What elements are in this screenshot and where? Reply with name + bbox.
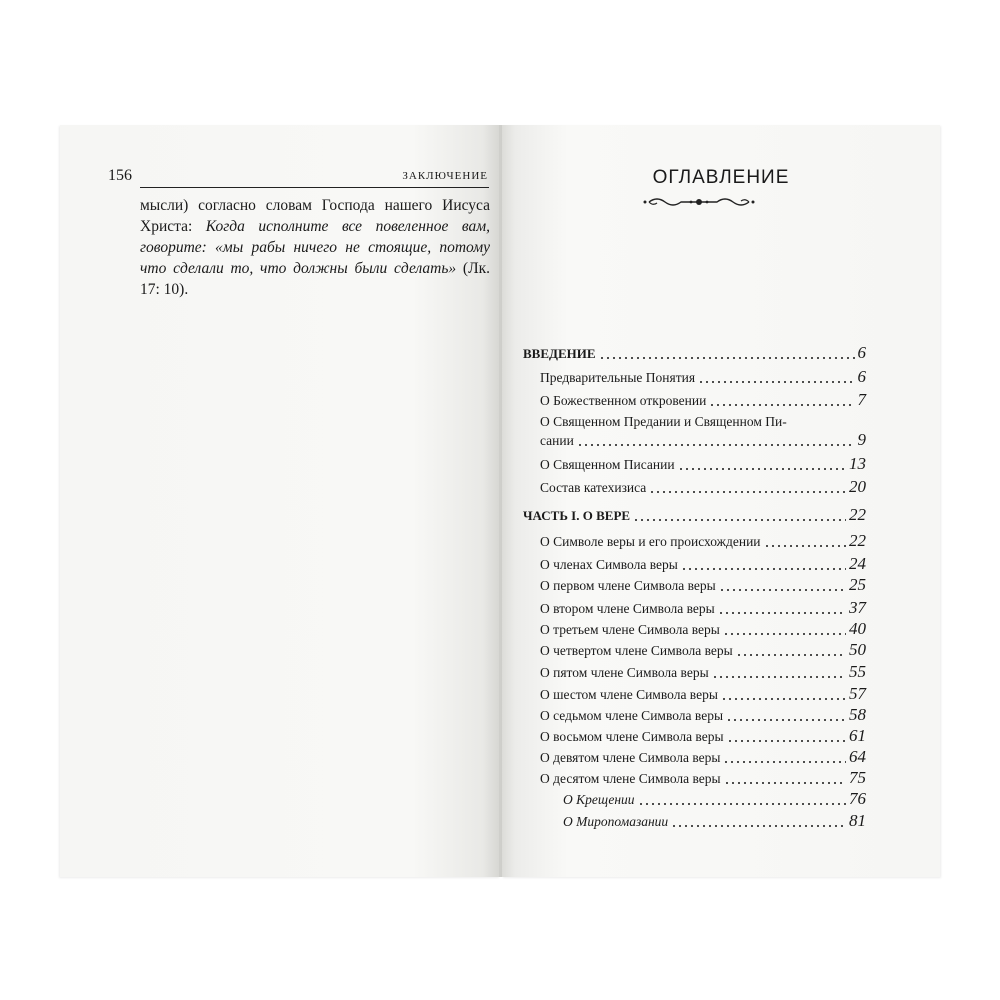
toc-dot-leader [719,575,846,595]
toc-entry[interactable] [523,505,866,525]
toc-entry-label: Состав катехизиса [540,480,647,495]
toc-entry[interactable] [523,811,866,831]
toc-entry[interactable] [523,789,866,809]
toc-entry-page: 9 [857,430,866,449]
toc-entry-page: 24 [849,554,866,573]
toc-entry-label: О девятом члене Символа веры [540,750,721,765]
toc-entry[interactable] [523,747,866,767]
toc-entry-label: ВВЕДЕНИЕ [523,346,596,361]
toc-entry-label: О Священном Писании [540,457,675,472]
toc-entry-label: О Священном Предании и Священном Пи- [540,414,787,429]
body-text-reference: (Лк. 17: 10). [140,260,490,298]
toc-title: ОГЛАВЛЕНИЕ [652,167,790,188]
toc-entry[interactable] [523,477,866,497]
toc-entry-page: 55 [849,662,866,681]
toc-entry[interactable] [523,367,866,387]
toc-entry[interactable] [523,531,866,551]
toc-entry-label: О десятом члене Символа веры [540,771,721,786]
toc-entry-label: О Миропомазании [563,814,669,829]
body-text [140,195,490,300]
toc-entry-label: О пятом члене Символа веры [540,665,709,680]
body-text-quote: Когда исполните все повеленное вам, говорите: «мы рабы ничего не стоящие, потому что сделали то, что должны были сделать» [140,218,490,277]
toc-dot-leader [698,367,854,387]
toc-entry-page: 50 [849,640,866,659]
toc-entry-page: 6 [857,367,866,386]
toc-entry-label: О членах Символа веры [540,557,678,572]
toc-entry[interactable] [523,390,866,410]
toc-entry-label: О Символе веры и его происхождении [540,534,761,549]
toc-entry-page: 76 [849,789,866,808]
toc-entry-label-continued: сании [540,433,574,448]
toc-entry-page: 57 [849,684,866,703]
toc-entry-label: О восьмом члене Символа веры [540,729,724,744]
toc-entry-page: 37 [849,598,866,617]
toc-entry-label: О первом члене Символа веры [540,578,716,593]
running-title: ЗАКЛЮЧЕНИЕ [402,170,488,182]
decorative-flourish-icon [639,195,759,209]
toc-dot-leader [681,554,846,574]
toc-dot-leader [678,454,846,474]
toc-entry-page: 75 [849,768,866,787]
toc-dot-leader [712,662,846,682]
toc-entry-page: 7 [857,390,866,409]
toc-entry-page: 6 [857,343,866,362]
toc-entry-label: О втором члене Символа веры [540,601,715,616]
toc-entry[interactable] [523,662,866,682]
toc-dot-leader [709,390,854,410]
toc-dot-leader [638,789,846,809]
toc-entry-page: 40 [849,619,866,638]
toc-dot-leader [633,505,846,525]
toc-entry-label: Предварительные Понятия [540,370,696,385]
toc-dot-leader [718,598,846,618]
toc-entry-page: 22 [849,531,866,550]
toc-entry[interactable] [523,454,866,474]
left-page [60,125,500,877]
header-rule [140,187,489,188]
toc-entry-page: 22 [849,505,866,524]
toc-entry[interactable] [523,705,866,725]
toc-entry[interactable] [523,554,866,574]
toc-entry[interactable] [523,575,866,595]
toc-entry-label: О четвертом члене Символа веры [540,643,733,658]
toc-entry-page: 13 [849,454,866,473]
toc-entry[interactable] [523,343,866,363]
page-number: 156 [108,167,132,184]
toc-dot-leader [736,640,846,660]
toc-entry[interactable] [523,598,866,618]
toc-entry-label: ЧАСТЬ I. О ВЕРЕ [523,508,631,523]
toc-entry[interactable] [523,414,866,450]
toc-dot-leader [599,343,855,363]
toc-entry-label: О Божественном откровении [540,393,707,408]
toc-entry-page: 58 [849,705,866,724]
toc-dot-leader [724,768,846,788]
toc-dot-leader [726,705,846,725]
open-book [60,125,940,877]
right-page [502,125,940,877]
toc-entry-page: 25 [849,575,866,594]
toc-entry-label: О шестом члене Символа веры [540,687,718,702]
toc-entry-page: 61 [849,726,866,745]
toc-entry-label: О третьем члене Символа веры [540,622,720,637]
body-text-plain: мысли) согласно словам Господа нашего Иисуса Христа: [140,197,490,235]
toc-entry[interactable] [523,726,866,746]
toc-entry[interactable] [523,640,866,660]
toc-entry-label: О седьмом члене Символа веры [540,708,724,723]
toc-dot-leader [671,811,846,831]
toc-dot-leader [727,726,846,746]
toc-entry-page: 81 [849,811,866,830]
toc-dot-leader [723,619,846,639]
toc-dot-leader [721,684,846,704]
toc-entry[interactable] [523,619,866,639]
toc-entry-page: 64 [849,747,866,766]
toc-dot-leader [764,531,846,551]
toc-dot-leader [723,747,846,767]
toc-entry[interactable] [523,684,866,704]
toc-entry[interactable] [523,768,866,788]
toc-dot-leader [577,430,855,450]
toc-entry-page: 20 [849,477,866,496]
toc-dot-leader [649,477,846,497]
toc-entry-label: О Крещении [563,792,635,807]
